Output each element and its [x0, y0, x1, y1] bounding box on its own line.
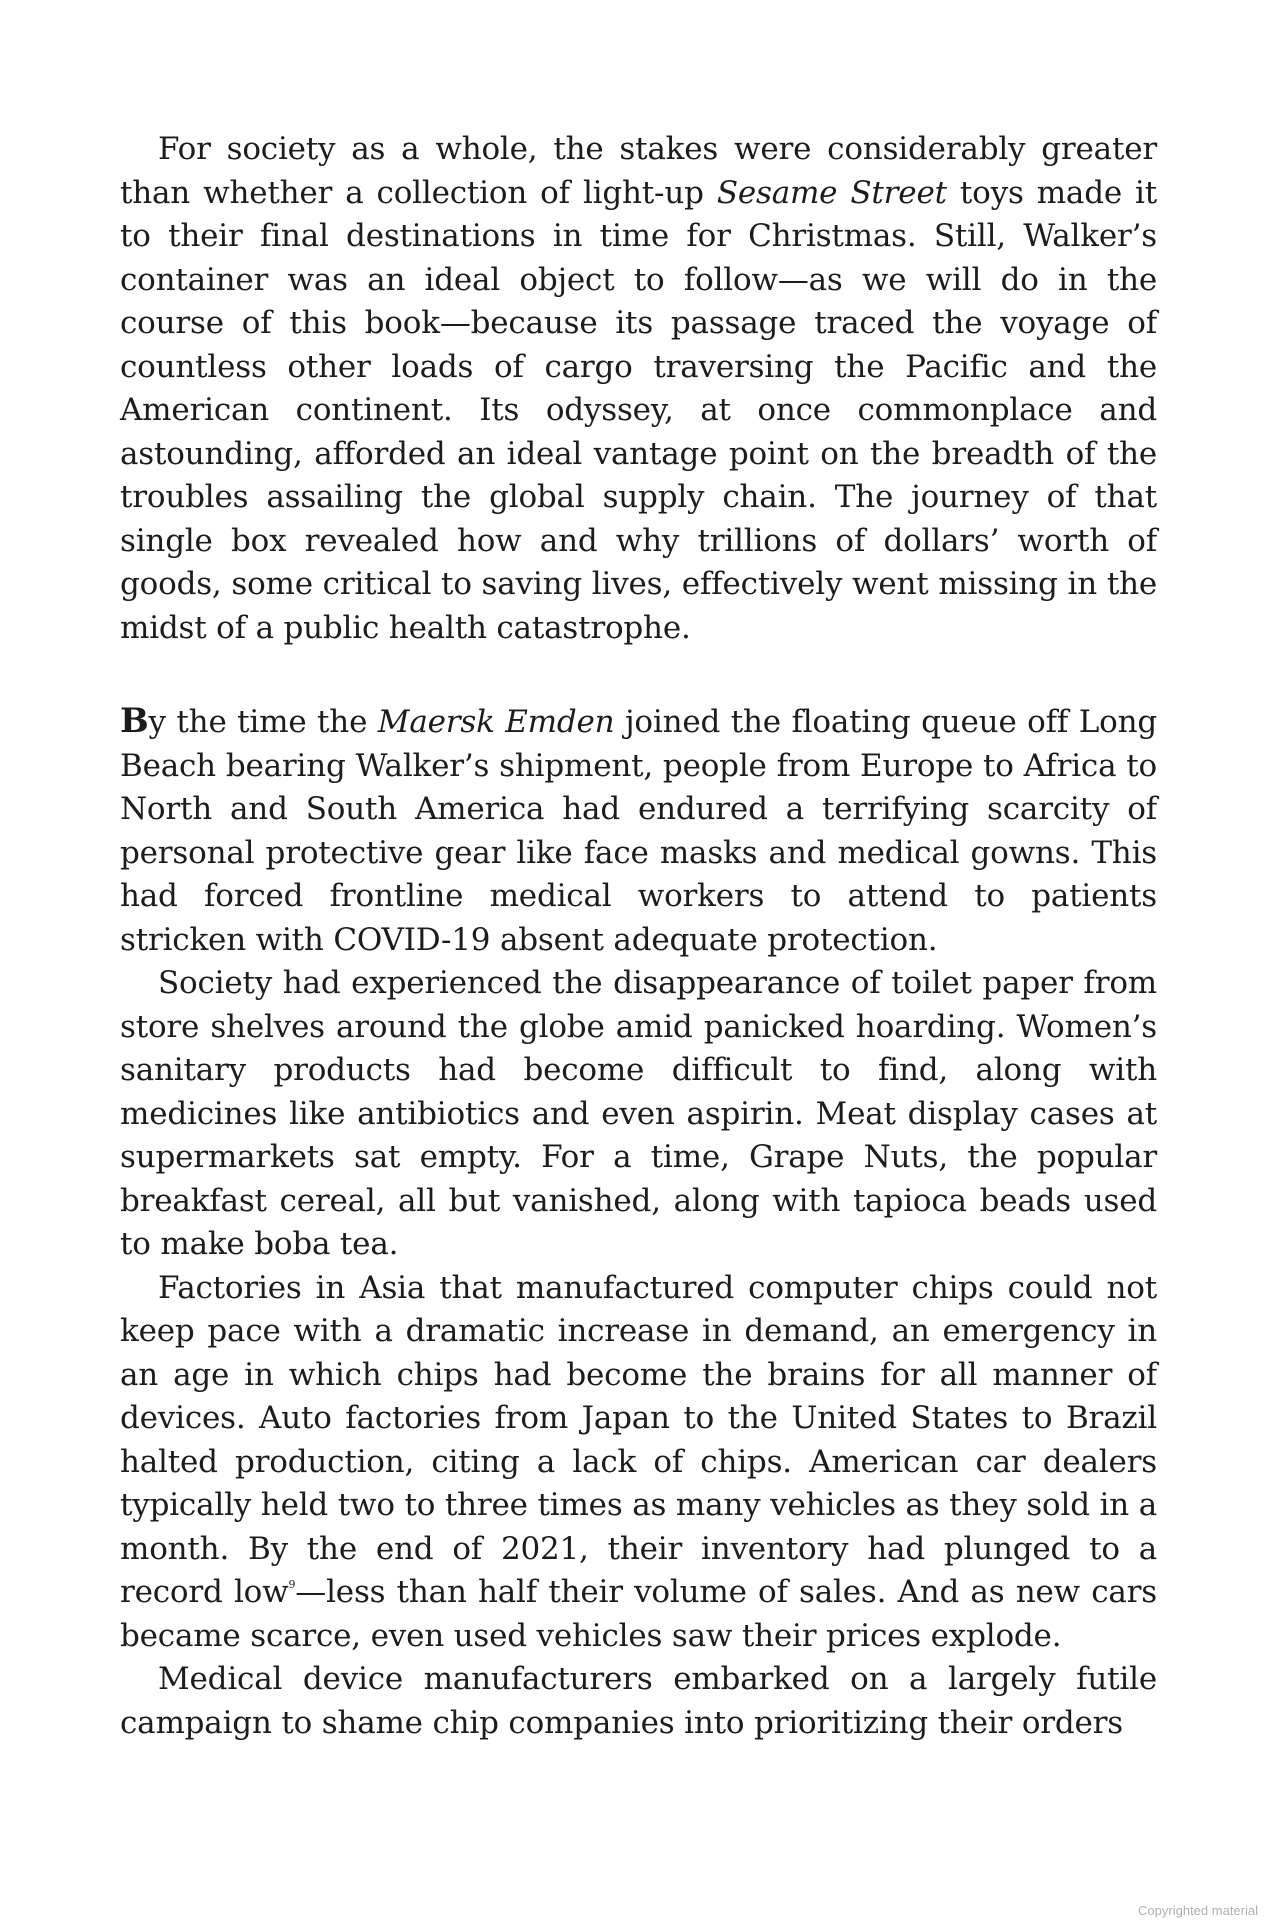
- italic-ship-name: Maersk Emden: [377, 704, 615, 740]
- paragraph-2: By the time the Maersk Emden joined the floating queue off Long Beach bearing Walker’s shipment, people from Europe to Africa to North and South America had endured a terrifying scarcity of personal protective gear like face masks and medical gowns. This had forced frontline medical workers to attend to patients stricken with COVID-19 absent adequate protection.: [120, 701, 1157, 958]
- footnote-marker[interactable]: 9: [288, 1578, 296, 1591]
- paragraph-5: Medical device manufacturers embarked on a largely futile campaign to shame chip companies into prioritizing their orders: [120, 1661, 1157, 1741]
- paragraph-4: Factories in Asia that manufactured computer chips could not keep pace with a dramatic increase in demand, an emergency in an age in which chips had become the brains for all manner of devices. Auto factories from Japan to the United States to Brazil halted production, citing a lack of chips. American car dealers typically held two to three times as many vehicles as they sold in a month. By the end of 2021, their inventory had plunged to a record low$^9$—less than half their volume of sales. And as new cars became scarce, even used vehicles saw their prices explode.: [120, 1269, 1157, 1654]
- section-break: [120, 650, 1157, 700]
- drop-cap: B: [120, 701, 149, 741]
- paragraph-3: Society had experienced the disappearance of toilet paper from store shelves around the globe amid panicked hoarding. Women’s sanitary products had become difficult to find, along with medicines like antibiotics and even aspirin. Meat display cases at supermarkets sat empty. For a time, Grape Nuts, the popular breakfast cereal, all but vanished, along with tapioca beads used to make boba tea.: [120, 965, 1157, 1262]
- paragraph-1: For society as a whole, the stakes were considerably greater than whether a collection of light-up Sesame Street toys made it to their final destinations in time for Christmas. Still, Walker’s container was an ideal object to follow—as we will do in the course of this book—because its passage traced the voyage of countless other loads of cargo traversing the Pacific and the American continent. Its odyssey, at once commonplace and astounding, afforded an ideal vantage point on the breadth of the troubles assailing the global supply chain. The journey of that single box revealed how and why trillions of dollars’ worth of goods, some critical to saving lives, effectively went missing in the midst of a public health catastrophe.: [120, 131, 1158, 646]
- italic-title-sesame-street: Sesame Street: [716, 174, 947, 211]
- copyright-watermark: Copyrighted material: [1138, 1903, 1258, 1918]
- book-page: [120, 128, 1157, 1745]
